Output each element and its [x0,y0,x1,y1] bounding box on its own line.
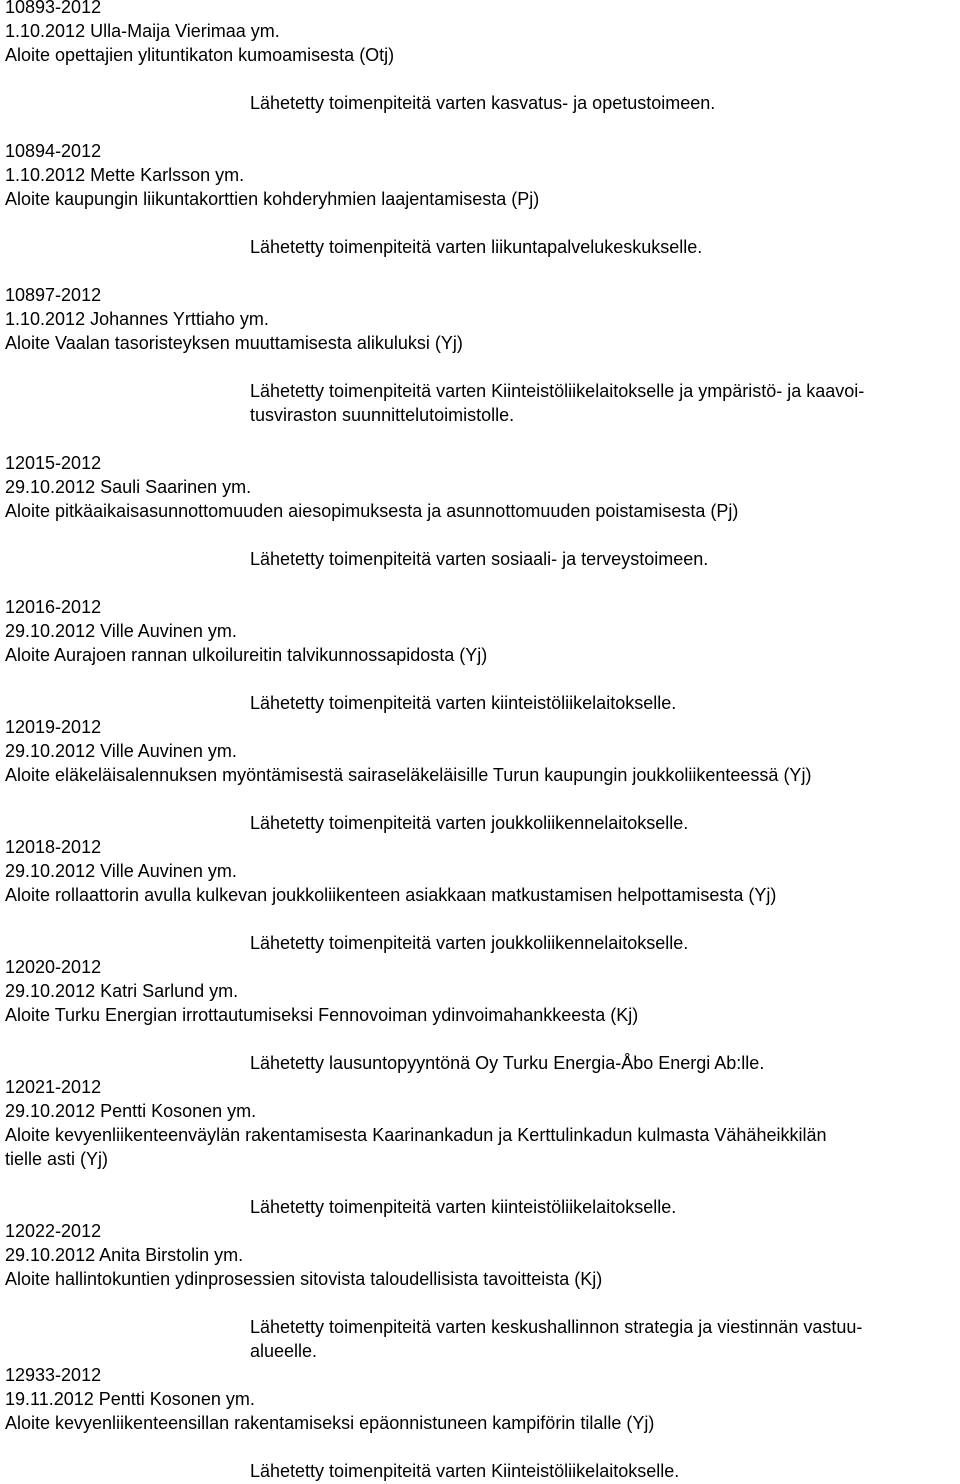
entry-sent-to: Lähetetty toimenpiteitä varten kasvatus- ja opetustoimeen. [250,93,716,113]
entry-number: 12019-2012 [5,717,102,737]
entry-sent-to: Lähetetty toimenpiteitä varten kiinteistöliikelaitokselle. [250,693,677,713]
entry-date-author: 29.10.2012 Ville Auvinen ym. [5,741,237,761]
entry-date-author: 1.10.2012 Johannes Yrttiaho ym. [5,309,269,329]
entry-number: 10894-2012 [5,141,102,161]
entry-sent-to: Lähetetty toimenpiteitä varten joukkoliikennelaitokselle. [250,933,689,953]
entry-date-author: 19.11.2012 Pentti Kosonen ym. [5,1389,255,1409]
entry-title: Aloite pitkäaikaisasunnottomuuden aiesopimuksesta ja asunnottomuuden poistamisesta (Pj) [5,501,739,521]
entry-sent-to: Lähetetty toimenpiteitä varten kiinteistöliikelaitokselle. [250,1197,677,1217]
entry-number: 12020-2012 [5,957,102,977]
entry-title: Aloite kevyenliikenteenväylän rakentamisesta Kaarinankadun ja Kerttulinkadun kulmasta Vähäheikkilän [5,1125,827,1145]
entry-date-author: 29.10.2012 Ville Auvinen ym. [5,621,237,641]
entry-title: Aloite rollaattorin avulla kulkevan joukkoliikenteen asiakkaan matkustamisen helpottamisesta (Yj) [5,885,777,905]
entry-number: 12018-2012 [5,837,102,857]
entry-number: 10897-2012 [5,285,102,305]
entry-sent-to-continued: alueelle. [250,1341,318,1361]
entry-sent-to: Lähetetty lausuntopyyntönä Oy Turku Energia-Åbo Energi Ab:lle. [250,1053,765,1073]
entry-number: 12015-2012 [5,453,102,473]
entry-number: 10893-2012 [5,0,102,17]
entry-number: 12016-2012 [5,597,102,617]
entry-date-author: 29.10.2012 Katri Sarlund ym. [5,981,239,1001]
entry-title-continued: tielle asti (Yj) [5,1149,109,1169]
entry-sent-to-continued: tusviraston suunnittelutoimistolle. [250,405,515,425]
entry-title: Aloite kaupungin liikuntakorttien kohderyhmien laajentamisesta (Pj) [5,189,540,209]
entry-sent-to: Lähetetty toimenpiteitä varten Kiinteistöliikelaitokselle. [250,1461,680,1481]
entry-title: Aloite opettajien ylituntikaton kumoamisesta (Otj) [5,45,395,65]
entry-sent-to: Lähetetty toimenpiteitä varten liikuntapalvelukeskukselle. [250,237,703,257]
entry-title: Aloite eläkeläisalennuksen myöntämisestä sairaseläkeläisille Turun kaupungin joukkoliikenteessä (Yj) [5,765,812,785]
entry-number: 12021-2012 [5,1077,102,1097]
entry-title: Aloite hallintokuntien ydinprosessien sitovista taloudellisista tavoitteista (Kj) [5,1269,603,1289]
entry-date-author: 29.10.2012 Pentti Kosonen ym. [5,1101,257,1121]
entry-title: Aloite Vaalan tasoristeyksen muuttamisesta alikuluksi (Yj) [5,333,463,353]
entry-sent-to: Lähetetty toimenpiteitä varten Kiinteistöliikelaitokselle ja ympäristö- ja kaavoi- [250,381,865,401]
entry-sent-to: Lähetetty toimenpiteitä varten joukkoliikennelaitokselle. [250,813,689,833]
entry-number: 12022-2012 [5,1221,102,1241]
entry-date-author: 1.10.2012 Ulla-Maija Vierimaa ym. [5,21,280,41]
entry-date-author: 29.10.2012 Sauli Saarinen ym. [5,477,252,497]
entry-date-author: 29.10.2012 Anita Birstolin ym. [5,1245,244,1265]
entry-title: Aloite Turku Energian irrottautumiseksi Fennovoiman ydinvoimahankkeesta (Kj) [5,1005,639,1025]
entry-title: Aloite Aurajoen rannan ulkoilureitin talvikunnossapidosta (Yj) [5,645,488,665]
entry-number: 12933-2012 [5,1365,102,1385]
entry-title: Aloite kevyenliikenteensillan rakentamiseksi epäonnistuneen kampiförin tilalle (Yj) [5,1413,655,1433]
entry-sent-to: Lähetetty toimenpiteitä varten sosiaali- ja terveystoimeen. [250,549,709,569]
entry-sent-to: Lähetetty toimenpiteitä varten keskushallinnon strategia ja viestinnän vastuu- [250,1317,863,1337]
entry-date-author: 29.10.2012 Ville Auvinen ym. [5,861,237,881]
entry-date-author: 1.10.2012 Mette Karlsson ym. [5,165,245,185]
